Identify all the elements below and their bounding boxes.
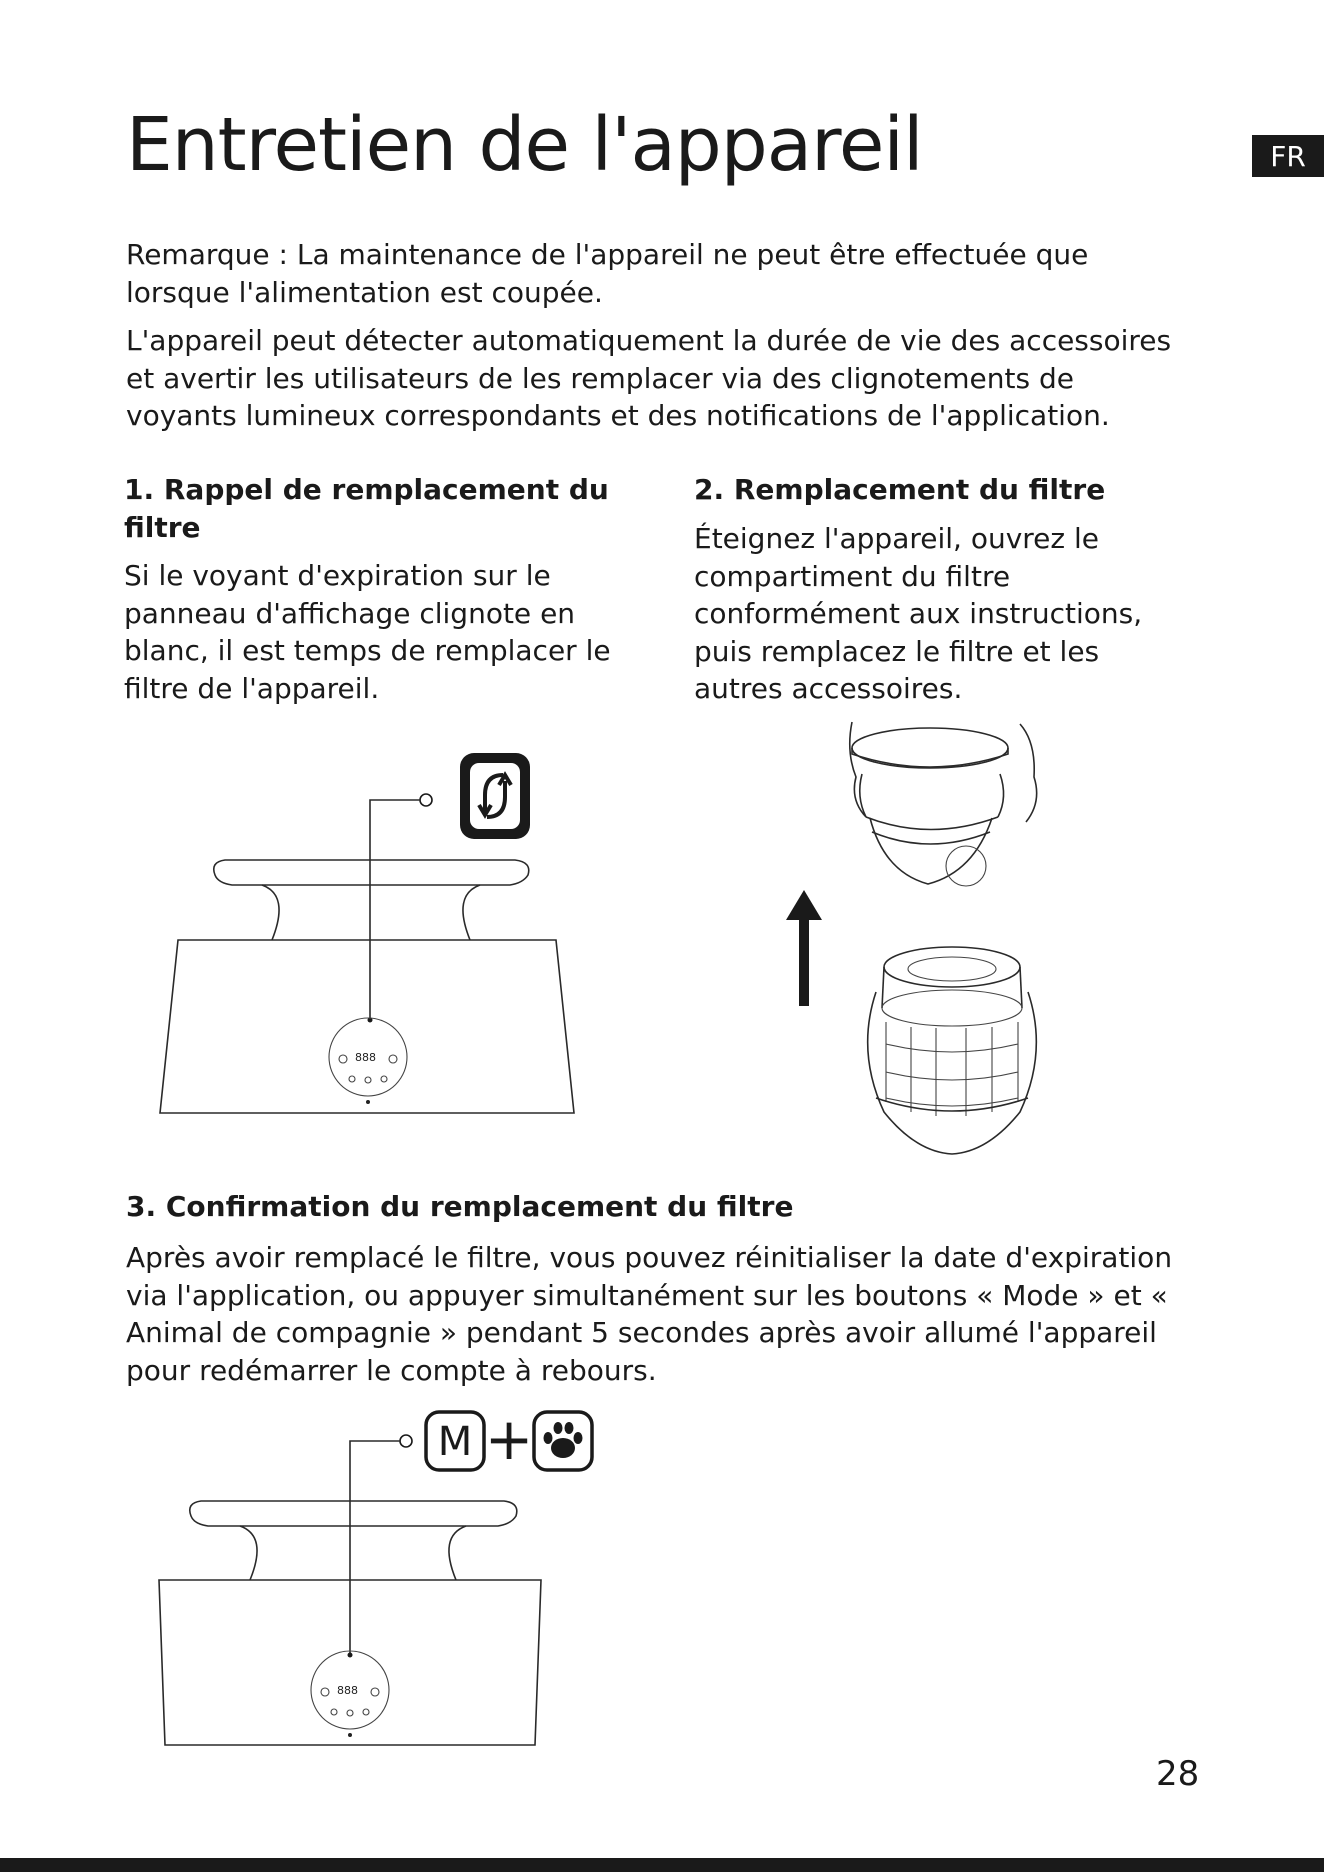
- section-2-body: Éteignez l'appareil, ouvrez le compartiment du filtre conformément aux instructions, puis remplacez le filtre et les autres accessoires.: [694, 522, 1143, 705]
- section-2-heading: 2. Remplacement du filtre: [694, 473, 1106, 506]
- control-panel: [329, 1018, 407, 1104]
- section-1-heading: 1. Rappel de remplacement du filtre: [124, 473, 609, 544]
- filter-cylinder: [868, 947, 1037, 1154]
- plus-sign: +: [484, 1405, 534, 1473]
- display-digits: 888: [355, 1051, 376, 1064]
- intro-description: L'appareil peut détecter automatiquement la durée de vie des accessoires et avertir les utilisateurs de les remplacer via des clignotements de voyants lumineux correspondants et des notifications de l'application.: [126, 324, 1172, 432]
- section-3-body: Après avoir remplacé le filtre, vous pouvez réinitialiser la date d'expiration via l'application, ou appuyer simultanément sur les boutons « Mode » et « Animal de compagnie » pendant 5 secondes après avoir allumé l'appareil pour redémarrer le compte à rebours.: [126, 1241, 1173, 1387]
- reset-buttons-figure: [160, 1405, 640, 1750]
- up-arrow-icon: [786, 890, 822, 1006]
- page-number: 28: [1156, 1754, 1200, 1794]
- language-tab: FR: [1252, 135, 1324, 177]
- mode-letter: M: [437, 1419, 473, 1465]
- section-3-heading: 3. Confirmation du remplacement du filtre: [126, 1190, 794, 1223]
- leader-line: [368, 794, 433, 1023]
- page-title: Entretien de l'appareil: [126, 102, 923, 188]
- maintenance-note: Remarque : La maintenance de l'appareil ne peut être effectuée que lorsque l'alimentation est coupée.: [126, 238, 1089, 309]
- section-1-body: Si le voyant d'expiration sur le panneau d'affichage clignote en blanc, il est temps de remplacer le filtre de l'appareil.: [124, 559, 611, 705]
- purifier-indicator-figure: [170, 745, 570, 1115]
- bottom-rule: [0, 1858, 1324, 1872]
- purifier-body: [160, 860, 574, 1113]
- control-panel: [311, 1651, 389, 1737]
- mode-button-icon: [426, 1412, 484, 1470]
- leader-line: [348, 1435, 413, 1658]
- display-digits: 888: [337, 1684, 358, 1697]
- lid-with-hands: [850, 722, 1037, 886]
- pet-paw-icon: [534, 1412, 592, 1470]
- filter-replace-icon: [460, 753, 530, 839]
- filter-replacement-figure: [766, 722, 1096, 1192]
